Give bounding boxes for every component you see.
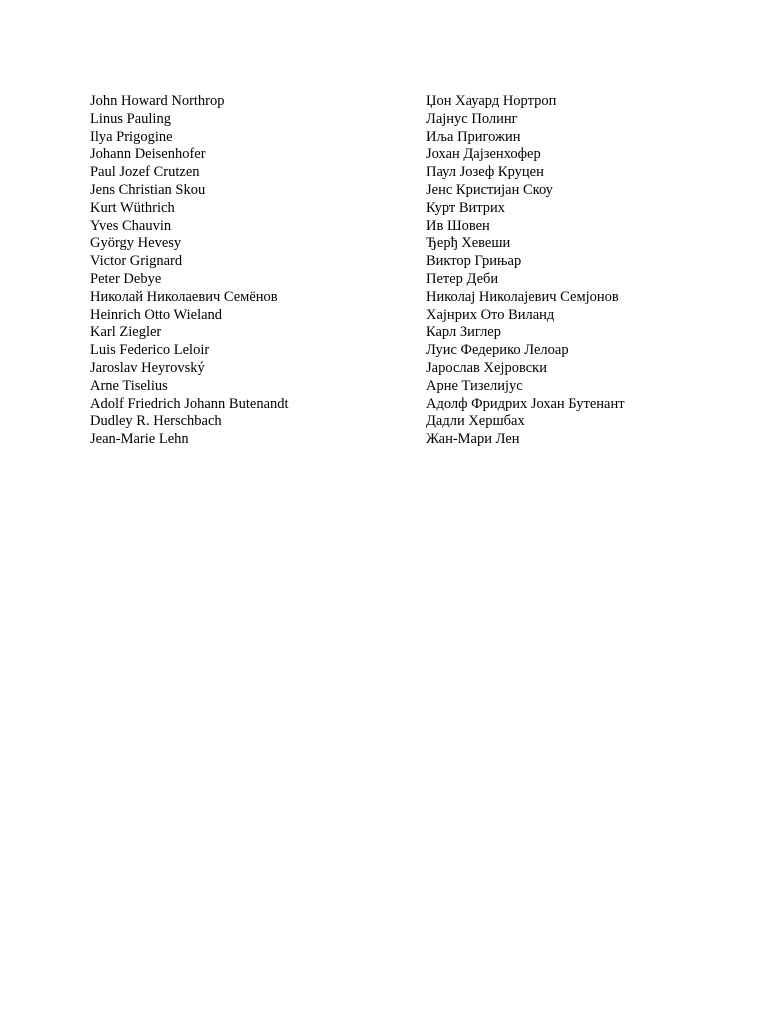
original-name: György Hevesy [90, 235, 182, 252]
serbian-transcription: Арне Тизелијус [426, 377, 523, 394]
original-name: Linus Pauling [90, 110, 171, 127]
serbian-transcription: Дадли Хершбах [426, 413, 525, 430]
serbian-transcription: Џон Хауард Нортроп [426, 93, 557, 109]
original-name: Yves Chauvin [90, 217, 172, 234]
name-row [90, 307, 670, 325]
serbian-transcription: Лајнус Полинг [426, 110, 518, 127]
serbian-transcription: Јенс Кристијан Скоу [426, 181, 553, 198]
original-name: Jean-Marie Lehn [90, 431, 189, 448]
original-name: Adolf Friedrich Johann Butenandt [90, 395, 289, 412]
name-row [90, 342, 670, 360]
original-name: Heinrich Otto Wieland [90, 306, 223, 323]
original-name: Victor Grignard [90, 253, 183, 270]
serbian-transcription: Хајнрих Ото Виланд [426, 306, 555, 323]
serbian-transcription: Луис Федерико Лелоар [426, 342, 569, 359]
name-row [90, 360, 670, 378]
name-row [90, 253, 670, 271]
name-row [90, 431, 670, 449]
original-name: Karl Ziegler [90, 324, 162, 341]
name-row [90, 146, 670, 164]
name-row [90, 111, 670, 129]
original-name: John Howard Northrop [90, 93, 225, 109]
serbian-transcription: Адолф Фридрих Јохан Бутенант [426, 395, 625, 412]
serbian-transcription: Јохан Дајзенхофер [426, 146, 541, 163]
serbian-transcription: Јарослав Хејровски [426, 359, 547, 376]
original-name: Dudley R. Herschbach [90, 413, 222, 430]
original-name: Ilya Prigogine [90, 128, 173, 145]
serbian-transcription: Карл Зиглер [426, 324, 501, 341]
name-row [90, 396, 670, 414]
serbian-transcription: Николај Николајевич Семјонов [426, 288, 619, 305]
name-row [90, 164, 670, 182]
serbian-transcription: Паул Јозеф Круцен [426, 164, 544, 181]
original-name: Arne Tiselius [90, 377, 168, 394]
original-name: Jaroslav Heyrovský [90, 359, 205, 376]
serbian-transcription: Жан-Мари Лен [426, 431, 520, 448]
serbian-transcription: Петер Деби [426, 270, 499, 287]
name-row [90, 324, 670, 342]
serbian-transcription: Ив Шовен [426, 217, 490, 234]
serbian-transcription: Курт Витрих [426, 199, 506, 216]
name-row [90, 200, 670, 218]
original-name: Peter Debye [90, 270, 162, 287]
name-row [90, 93, 670, 111]
name-row [90, 378, 670, 396]
original-name: Paul Jozef Crutzen [90, 164, 200, 181]
serbian-transcription: Ђерђ Хевеши [426, 235, 511, 252]
original-name: Kurt Wüthrich [90, 199, 175, 216]
original-name: Николай Николаевич Семёнов [90, 288, 278, 305]
name-row [90, 413, 670, 431]
names-table [90, 93, 670, 449]
name-row [90, 218, 670, 236]
name-row [90, 235, 670, 253]
name-row [90, 182, 670, 200]
original-name: Luis Federico Leloir [90, 342, 210, 359]
name-row [90, 271, 670, 289]
serbian-transcription: Виктор Грињар [426, 253, 522, 270]
name-row [90, 289, 670, 307]
name-row [90, 129, 670, 147]
serbian-transcription: Иља Пригожин [426, 128, 521, 145]
original-name: Johann Deisenhofer [90, 146, 206, 163]
original-name: Jens Christian Skou [90, 181, 206, 198]
